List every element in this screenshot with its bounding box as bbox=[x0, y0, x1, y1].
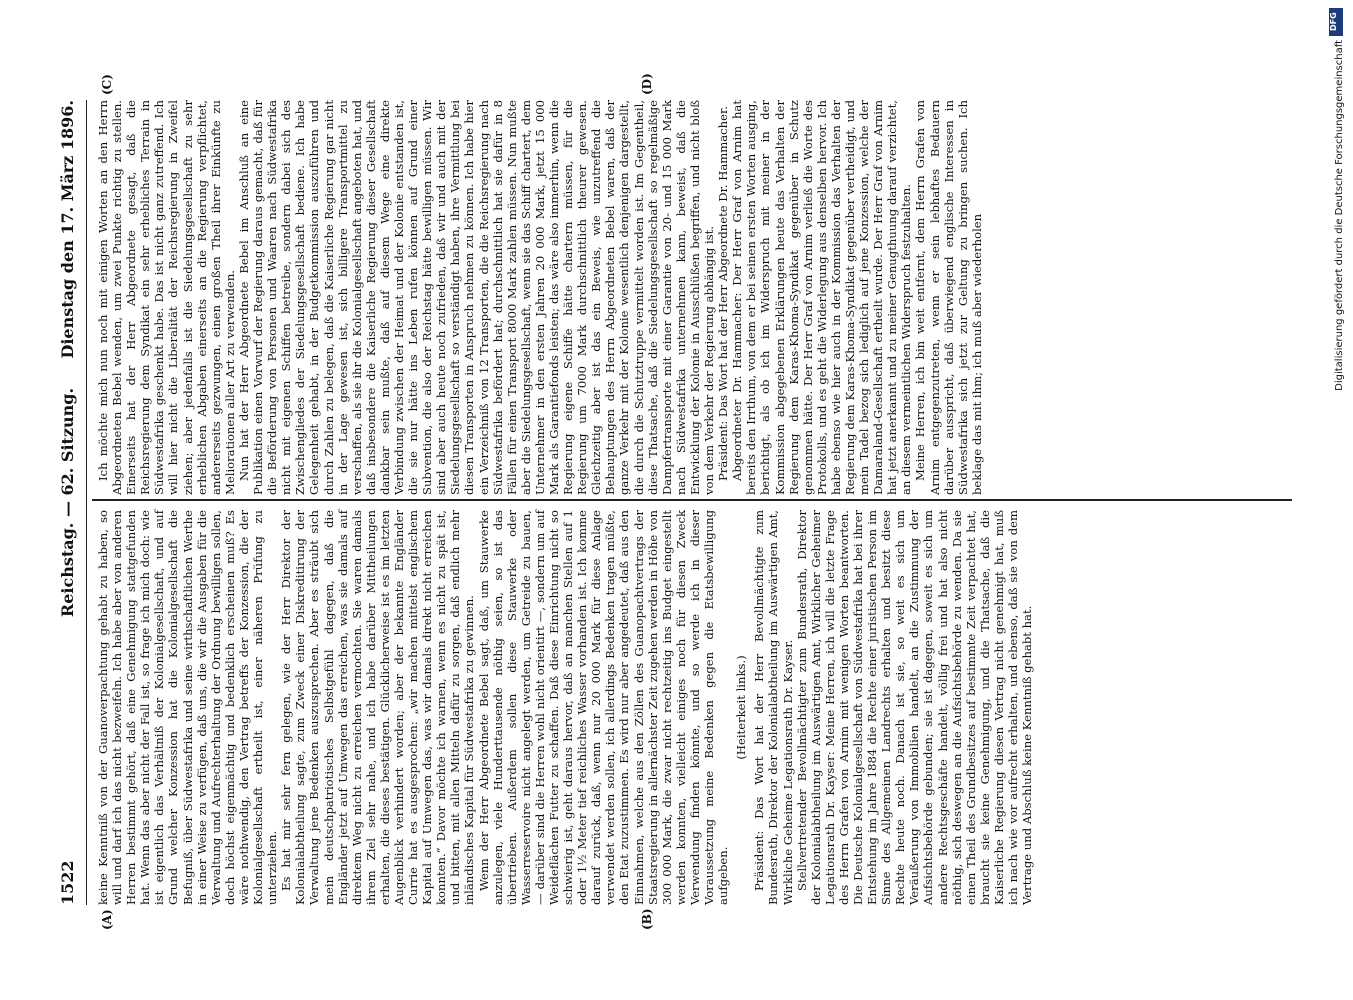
dfg-logo: DFG bbox=[1329, 8, 1343, 36]
paragraph: Präsident: Das Wort hat der Herr Bevollmächtigte zum Bundesrath, Direktor der Kolonialabtheilung im Auswärtigen Amt, Wirkliche Geheime Legationsrath Dr. Kayser. bbox=[752, 510, 795, 905]
session-date: Dienstag den 17. März 1896. bbox=[58, 100, 77, 359]
paragraph: Meine Herren, ich bin weit entfernt, dem Herrn Grafen von Arnim entgegenzutreten, wenn er sein lebhaftes Bedauern darüber ausspricht, daß überwiegend englische Interessen in Südwestafrika sich jetzt zur Geltung zu bringen suchen. Ich beklage das mit ihm; ich muß aber wiederholen bbox=[913, 100, 984, 495]
paragraph: Abgeordneter Dr. Hammacher: Der Herr Graf von Arnim hat bereits den Irrthum, von dem er bei seinen ersten Worten ausging, berichtigt, als ob ich im Widerspruch mit meiner in der Kommission abgegebenen Erklärungen heute das Verhalten der Regierung dem Karas-Khoma-Syndikat gegenüber in Schutz genommen hätte. Der Herr Graf von Arnim verließ die Worte des Protokolls, und es geht die Widerlegung aus denselben hervor. Ich habe ebenso wie hier auch in der Kommission das Verhalten der Regierung dem Karas-Khoma-Syndikat gegenüber vertheidigt, und mein Tadel bezog sich lediglich auf jene Konzession, welche der Damaraland-Gesellschaft ertheilt wurde. Der Herr Graf von Arnim hat jetzt anerkannt und zu meiner Genugthuung darauf verzichtet, an diesem vermeintlichen Widerspruch festzuhalten. bbox=[730, 100, 914, 495]
margin-mark-b: (B) bbox=[640, 908, 654, 930]
page-number: 1522 bbox=[58, 860, 77, 905]
paragraph: Stellvertretender Bevollmächtigter zum Bundesrath, Direktor der Kolonialabtheilung im Auswärtigen Amt, Wirklicher Geheimer Legationsrath Dr. Kayser: Meine Herren, ich will die letzte Frage des Herrn Grafen von Arnim mit wenigen Worten beantworten. Die Deutsche Kolonialgesellschaft von Südwestafrika hat bei ihrer Entstehung im Jahre 1884 die Rechte einer juristischen Person im Sinne des Allgemeinen Landrechts erhalten und besitzt diese Rechte heute noch. Danach ist sie, so weit es sich um Veräußerung von Immobilien handelt, an die Zustimmung der Aufsichtsbehörde gebunden; sie ist dagegen, soweit es sich um andere Rechtsgeschäfte handelt, völlig frei und hat also nicht nöthig, sich deswegen an die Aufsichtsbehörde zu wenden. Da sie einen Theil des Grundbesitzes auf bestimmte Zeit verpachtet hat, braucht sie keine Genehmigung, und die Thatsache, daß die Kaiserliche Regierung diesen Vertrag nicht genehmigt hat, muß ich nach wie vor aufrecht erhalten, und ebenso, daß sie von dem Vertrage und Abschluß keine Kenntniß gehabt hat. bbox=[794, 510, 1035, 905]
paragraph: Ich möchte mich nun noch mit einigen Worten an den Herrn Abgeordneten Bebel wenden, um zwei Punkte richtig zu stellen. Einerseits hat der Herr Abgeordnete gesagt, daß die Reichsregierung dem Syndikat ein sehr erhebliches Terrain in Südwestafrika geschenkt habe. Das ist nicht ganz zutreffend. Ich will hier nicht die Liberalität der Reichsregierung in Zweifel ziehen; aber jedenfalls ist die Siedelungsgesellschaft zu sehr erheblichen Abgaben einerseits an die Regierung verpflichtet, andererseits gezwungen, einen großen Theil ihrer Einkünfte zu Meliorationen aller Art zu verwenden. bbox=[96, 100, 237, 495]
margin-mark-a: (A) bbox=[100, 909, 114, 930]
paragraph: Präsident: Das Wort hat der Herr Abgeordnete Dr. Hammacher. bbox=[716, 106, 731, 481]
header-rule bbox=[86, 100, 87, 905]
paragraph: Es hat mir sehr fern gelegen, wie der Herr Direktor der Kolonialabtheilung sagte, zum Zweck einer Diskreditirung der Verwaltung jene Bedenken auszusprechen. Aber es sträubt sich mein deutschpatriotisches Selbstgefühl dagegen, daß die Engländer jetzt auf Umwegen das erreichen, was sie damals auf direktem Weg nicht zu erreichen vermochten. Sie waren damals ihrem Ziel sehr nahe, und ich habe darüber Mittheilungen erhalten, die dieses bestätigen. Glücklicherweise ist es im letzten Augenblick verhindert worden; aber der bekannte Engländer Currie hat es ausgesprochen: „wir machen mittelst englischem Kapital auf Umwegen das, was wir damals direkt nicht erreichen konnten.“ Davor möchte ich warnen, wenn es nicht zu spät ist, und bitten, mit allen Mitteln dafür zu sorgen, daß endlich mehr inländisches Kapital für Südwestafrika zu gewinnen. bbox=[279, 510, 477, 905]
left-column bbox=[96, 510, 1034, 905]
right-column bbox=[96, 100, 984, 495]
margin-mark-d: (D) bbox=[640, 73, 654, 95]
margin-mark-c: (C) bbox=[100, 74, 114, 95]
session-title: Reichstag. — 62. Sitzung. bbox=[58, 387, 77, 618]
paragraph: Nun hat der Herr Abgeordnete Bebel im Anschluß an eine Publikation einen Vorwurf der Regierung daraus gemacht, daß für die Beförderung von Personen und Waaren nach Südwestafrika nicht mit eigenen Schiffen betreibe, sondern dabei sich des Zwischengliedes der Siedelungsgesellschaft bediene. Ich habe Gelegenheit gehabt, in der Budgetkommission auszuführen und durch Zahlen zu belegen, daß die Kaiserliche Regierung gar nicht in der Lage gewesen ist, sich billigere Transportmittel zu verschaffen, als sie ihr die Kolonialgesellschaft angeboten hat, und daß insbesondere die Kaiserliche Regierung dieser Gesellschaft dankbar sein mußte, daß auf diesem Wege eine direkte Verbindung zwischen der Heimat und der Kolonie entstanden ist, die sie nur hätte ins Leben rufen können auf Grund einer Subvention, die also der Reichstag hätte bewilligen müssen. Wir sind aber auch heute noch zufrieden, daß wir und auch mit der Siedelungsgesellschaft so verständigt haben, ihre Vermittlung bei diesen Transporten in Anspruch nehmen zu können. Ich habe hier ein Verzeichniß von 12 Transporten, die die Reichsregierung nach Südwestafrika befördert hat; durchschnittlich hat sie dafür in 8 Fällen für einen Transport 8000 Mark zahlen müssen. Nun mußte aber die Siedelungsgesellschaft, wenn sie das Schiff chartert, dem Unternehmer in den ersten Jahren 20 000 Mark, jetzt 15 000 Mark als Garantiefonds leisten; das wäre also immerhin, wenn die Regierung eigene Schiffe hätte chartern müssen, für die Regierung um 7000 Mark durchschnittlich theurer gewesen. Gleichzeitig aber ist das ein Beweis, wie unzutreffend die Behauptungen des Herrn Abgeordneten Bebel waren, daß der ganze Verkehr mit der Kolonie wesentlich denjenigen dargestellt, die durch die Schutztruppe vermittelt worden ist. Im Gegentheil, diese Thatsache, daß die Siedelungsgesellschaft so regelmäßige Dampfertransporte mit einer Garantie von 20- und 15 000 Mark nach Südwestafrika unternehmen kann, beweist, daß die Entwicklung der Kolonie in Ausschlüßen begriffen, und nicht bloß von dem Verkehr der Regierung abhängig ist. bbox=[236, 100, 717, 495]
page-header bbox=[58, 100, 80, 905]
paragraph: keine Kenntniß von der Guanoverpachtung gehabt zu haben, so will und darf ich das nicht bezweifeln. Ich habe aber von anderen Herren bestimmt gehört, daß eine Genehmigung stattgefunden hat. Wenn das aber nicht der Fall ist, so frage ich mich doch: wie ist eigentlich das Verhältniß der Kolonialgesellschaft, und auf Grund welcher Konzession hat die Kolonialgesellschaft die Befugniß, über Südwestafrika und seine wirthschaftlichen Werthe in einer Weise zu verfügen, daß uns, die wir die Ausgaben für die Verwaltung und Aufrechterhaltung der Ordnung bewilligen sollen, doch höchst eigenmächtig und bedenklich erscheinen muß? Es wäre nothwendig, den Vertrag betreffs der Konzession, die der Kolonialgesellschaft ertheilt ist, einer näheren Prüfung zu unterziehen. bbox=[96, 510, 280, 905]
digitization-note: Digitalisierung gefördert durch die Deutsche Forschungsgemeinschaft bbox=[1334, 40, 1345, 391]
column-divider bbox=[92, 499, 1292, 501]
interjection: (Heiterkeit links.) bbox=[734, 655, 749, 760]
paragraph: Wenn der Herr Abgeordnete Bebel sagt, daß, um Stauwerke anzulegen, viele Hunderttausende nöthig seien, so ist das übertrieben. Außerdem sollen diese Stauwerke oder Wasserreservoire nicht angelegt werden, um Getreide zu bauen, — darüber sind die Herren wohl nicht orientirt —, sondern um auf Weideflächen Futter zu schaffen. Daß diese Einrichtung nicht so schwierig ist, geht daraus hervor, daß an manchen Stellen auf 1 oder 1½ Meter tief reichliches Wasser vorhanden ist. Ich komme darauf zurück, daß, wenn nur 20 000 Mark für diese Anlage verwendet werden sollen, ich allerdings Bedenken tragen müßte, den Etat zuzustimmen. Es wird nur aber angedeutet, daß aus den Einnahmen, welche aus den Zöllen des Guanopachtvertrags der Staatsregierung in allernächster Zeit zugehen werden in Höhe von 300 000 Mark, die zwar nicht rechtzeitig ins Budget eingestellt werden konnten, vielleicht einiges noch für diesen Zweck Verwendung finden könnte, und so werde ich in dieser Voraussetzung meine Bedenken gegen die Etatsbewilligung aufgeben. bbox=[476, 510, 731, 905]
